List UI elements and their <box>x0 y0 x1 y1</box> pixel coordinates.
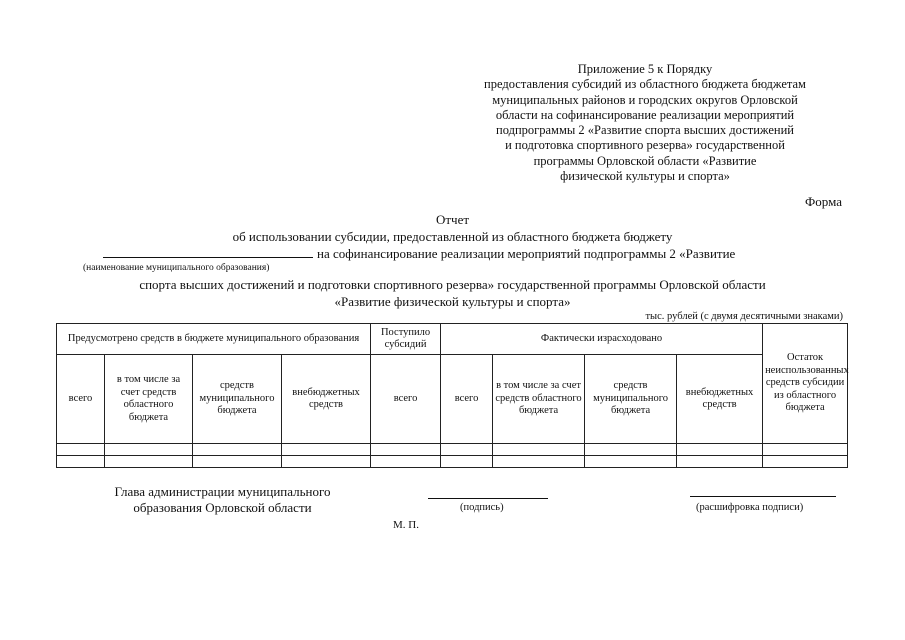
table-cell[interactable] <box>763 456 848 468</box>
table-cell[interactable] <box>105 456 193 468</box>
table-cell[interactable] <box>57 456 105 468</box>
signature-line[interactable] <box>428 498 548 499</box>
signature-decode-line[interactable] <box>690 496 836 497</box>
header-budget-municipal: средств муниципального бюджета <box>193 355 282 444</box>
signature-caption: (подпись) <box>460 502 504 513</box>
table-cell[interactable] <box>441 456 493 468</box>
appendix-line: предоставления субсидий из областного бюджета бюджетам <box>484 77 806 92</box>
report-table <box>56 323 848 468</box>
header-budget-regional: в том числе за счет средств областного бюджета <box>105 355 193 444</box>
appendix-line: подпрограммы 2 «Развитие спорта высших достижений <box>496 123 794 138</box>
header-spent-municipal: средств муниципального бюджета <box>585 355 677 444</box>
report-line-3-text: на софинансирование реализации мероприятий подпрограммы 2 «Развитие <box>317 246 736 261</box>
units-note: тыс. рублей (с двумя десятичными знаками) <box>645 311 843 322</box>
table-cell[interactable] <box>493 456 585 468</box>
table-cell[interactable] <box>282 444 371 456</box>
table-row <box>57 456 848 468</box>
header-spent-regional: в том числе за счет средств областного бюджета <box>493 355 585 444</box>
table-cell[interactable] <box>441 444 493 456</box>
appendix-line: Приложение 5 к Порядку <box>577 62 713 76</box>
header-budget-group: Предусмотрено средств в бюджете муниципального образования <box>57 324 371 355</box>
header-spent-total: всего <box>441 355 493 444</box>
header-received: Поступило субсидий <box>371 324 441 355</box>
table-cell[interactable] <box>193 456 282 468</box>
table-row <box>57 444 848 456</box>
appendix-line: муниципальных районов и городских округов Орловской <box>492 92 798 107</box>
table-cell[interactable] <box>105 444 193 456</box>
report-line-5: «Развитие физической культуры и спорта» <box>334 294 571 309</box>
appendix-header <box>430 62 860 184</box>
table-cell[interactable] <box>763 444 848 456</box>
header-budget-total: всего <box>57 355 105 444</box>
appendix-line: и подготовка спортивного резерва» государственной <box>505 138 785 153</box>
signature-decode-caption: (расшифровка подписи) <box>696 502 804 513</box>
header-remainder: Остаток неиспользованных средств субсидии из областного бюджета <box>763 324 848 444</box>
appendix-line: программы Орловской области «Развитие <box>533 153 757 168</box>
table-cell[interactable] <box>57 444 105 456</box>
stamp-place: М. П. <box>393 519 419 531</box>
table-cell[interactable] <box>677 456 763 468</box>
municipality-blank[interactable] <box>103 246 313 258</box>
header-spent-group: Фактически израсходовано <box>441 324 763 355</box>
table-cell[interactable] <box>282 456 371 468</box>
municipality-caption: (наименование муниципального образования) <box>83 263 270 273</box>
table-cell[interactable] <box>585 444 677 456</box>
signatory-title: Глава администрации муниципального образования Орловской области <box>114 484 331 515</box>
report-subtitle: об использовании субсидии, предоставленной из областного бюджета бюджету <box>232 229 673 244</box>
appendix-line: области на софинансирование реализации мероприятий <box>495 107 795 122</box>
form-label: Форма <box>805 194 842 209</box>
table-cell[interactable] <box>677 444 763 456</box>
report-title: Отчет <box>435 212 470 227</box>
table-cell[interactable] <box>193 444 282 456</box>
table-cell[interactable] <box>371 456 441 468</box>
table-cell[interactable] <box>493 444 585 456</box>
table-cell[interactable] <box>371 444 441 456</box>
appendix-line: физической культуры и спорта» <box>560 169 730 184</box>
report-line-4: спорта высших достижений и подготовки спортивного резерва» государственной программы Орловской области <box>139 277 766 292</box>
header-spent-offbudget: внебюджетных средств <box>677 355 763 444</box>
header-budget-offbudget: внебюджетных средств <box>282 355 371 444</box>
table-cell[interactable] <box>585 456 677 468</box>
report-line-3 <box>103 246 735 262</box>
header-received-total: всего <box>371 355 441 444</box>
